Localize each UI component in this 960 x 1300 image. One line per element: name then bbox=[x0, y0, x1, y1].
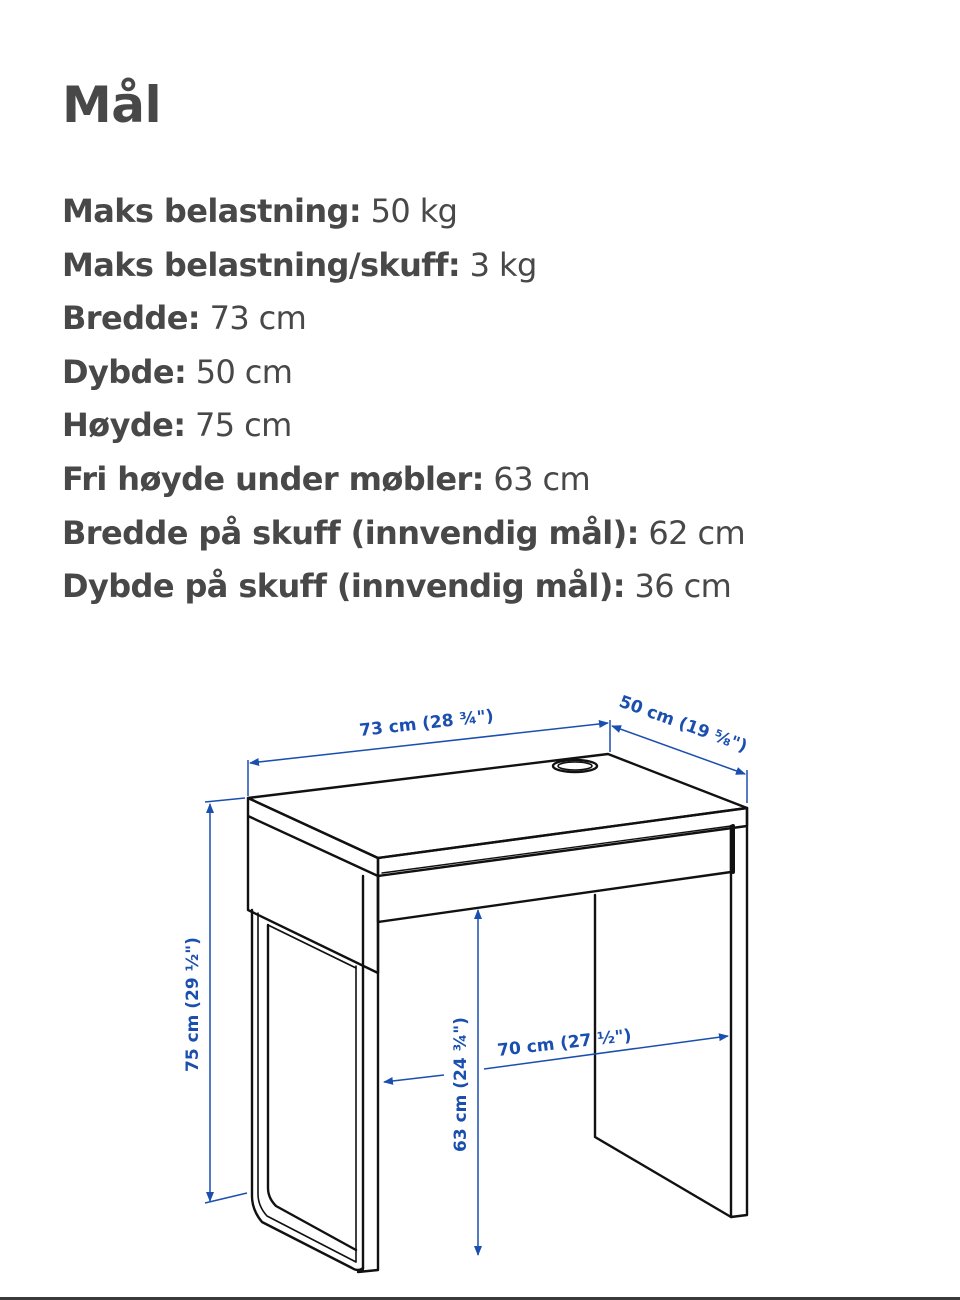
spec-row-width bbox=[62, 292, 745, 346]
clearance-height-dimension-label: 63 cm (24 ¾") bbox=[451, 1017, 471, 1152]
spec-row-max-load bbox=[62, 185, 745, 239]
spec-row-height bbox=[62, 399, 745, 453]
spec-row-depth bbox=[62, 346, 745, 400]
spec-label: Høyde: bbox=[62, 406, 186, 445]
spec-label: Bredde på skuff (innvendig mål): bbox=[62, 513, 639, 552]
spec-label: Dybde på skuff (innvendig mål): bbox=[62, 567, 625, 606]
desk-outline bbox=[248, 754, 747, 1272]
width-dimension-label: 73 cm (28 ¾") bbox=[358, 706, 495, 741]
spec-label: Fri høyde under møbler: bbox=[62, 459, 484, 498]
spec-value: 73 cm bbox=[200, 299, 307, 338]
depth-dimension-label: 50 cm (19 ⅝") bbox=[616, 691, 750, 757]
desk-drawing bbox=[0, 660, 960, 1290]
spec-value: 50 cm bbox=[186, 352, 293, 391]
desk-dimension-diagram bbox=[0, 660, 960, 1290]
spec-label: Maks belastning/skuff: bbox=[62, 245, 461, 284]
spec-row-clearance bbox=[62, 453, 745, 507]
spec-value: 62 cm bbox=[638, 513, 746, 552]
spec-row-max-load-drawer bbox=[62, 239, 745, 293]
spec-value: 36 cm bbox=[624, 567, 732, 606]
spec-value: 50 kg bbox=[361, 192, 458, 230]
spec-row-drawer-width bbox=[62, 507, 745, 561]
spec-row-drawer-depth bbox=[62, 560, 745, 614]
spec-list bbox=[62, 185, 745, 614]
spec-value: 75 cm bbox=[185, 406, 292, 445]
height-dimension-label: 75 cm (29 ½") bbox=[183, 937, 203, 1072]
spec-value: 63 cm bbox=[483, 459, 591, 498]
page-title: Mål bbox=[62, 76, 162, 134]
spec-value: 3 kg bbox=[460, 245, 537, 284]
inner-width-dimension-label: 70 cm (27 ½") bbox=[496, 1025, 633, 1061]
spec-label: Dybde: bbox=[62, 352, 187, 391]
spec-label: Maks belastning: bbox=[62, 192, 362, 230]
spec-label: Bredde: bbox=[62, 299, 200, 338]
